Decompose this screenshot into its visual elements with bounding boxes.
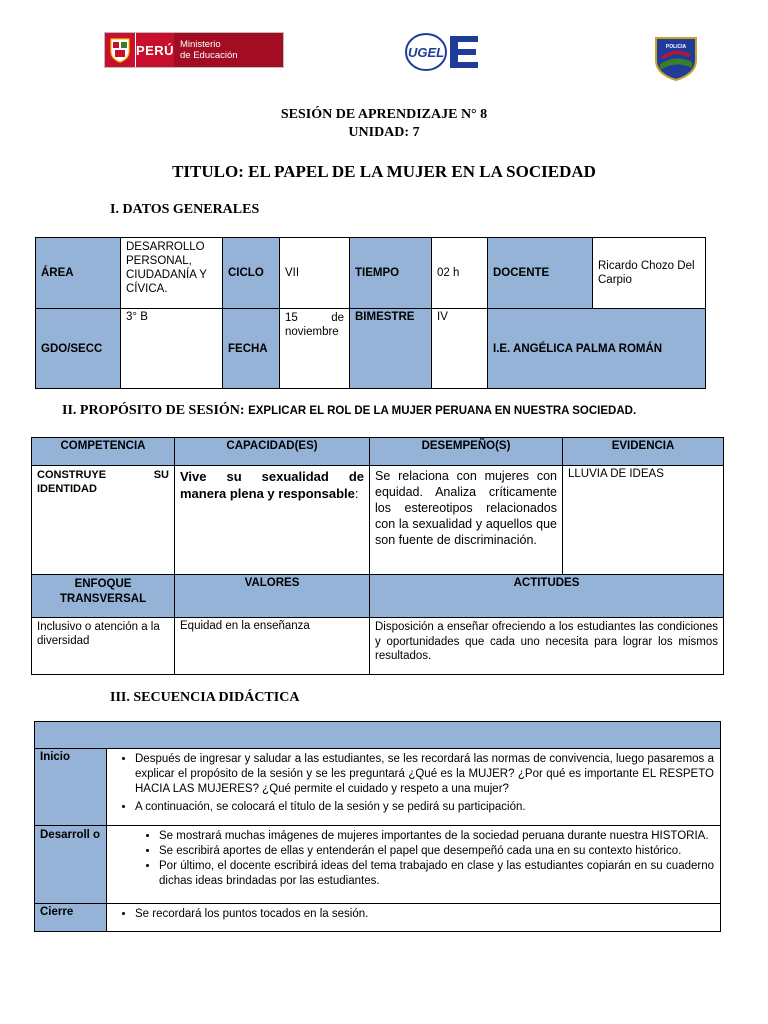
- cierre-list: [115, 907, 714, 922]
- list-item: • Se recordará los puntos tocados en la sesión.: [135, 907, 714, 922]
- list-item: • Por último, el docente escribirá ideas del tema trabajado en clase y las estudiantes copiarán en su cuaderno dichas ideas brindadas por las estudiantes.: [159, 859, 714, 889]
- section-datos-generales-heading: I. DATOS GENERALES: [110, 202, 260, 217]
- header-competencia: COMPETENCIA: [32, 438, 175, 466]
- peru-shield-icon: [105, 33, 135, 67]
- area-label: ÁREA: [36, 238, 121, 309]
- header-actitudes: ACTITUDES: [370, 575, 724, 618]
- cierre-label: Cierre: [35, 904, 107, 932]
- header-valores: VALORES: [175, 575, 370, 618]
- docente-label: DOCENTE: [488, 238, 593, 309]
- section-proposito-heading: [62, 401, 636, 419]
- bimestre-label: BIMESTRE: [350, 309, 432, 389]
- gdo-value: 3° B: [121, 309, 223, 389]
- unit-title: UNIDAD: 7: [348, 125, 420, 140]
- header-desempeno: DESEMPEÑO(S): [370, 438, 563, 466]
- school-crest-icon: [652, 34, 700, 82]
- main-title: TITULO: EL PAPEL DE LA MUJER EN LA SOCIEDAD: [172, 162, 596, 181]
- desarrollo-content: [107, 826, 721, 904]
- inicio-label: Inicio: [35, 749, 107, 826]
- desarrollo-label: Desarroll o: [35, 826, 107, 904]
- section-secuencia-heading: III. SECUENCIA DIDÁCTICA: [110, 690, 300, 705]
- cierre-content: [107, 904, 721, 932]
- evidencia-value: LLUVIA DE IDEAS: [563, 466, 724, 575]
- docente-value: Ricardo Chozo Del Carpio: [593, 238, 706, 309]
- ministry-name: Ministerio de Educación: [174, 33, 283, 67]
- bimestre-value: IV: [432, 309, 488, 389]
- area-value: DESARROLLO PERSONAL, CIUDADANÍA Y CÍVICA.: [121, 238, 223, 309]
- desarrollo-list: [139, 829, 714, 889]
- list-item: • Se mostrará muchas imágenes de mujeres importantes de la sociedad peruana durante nuestra HISTORIA.: [159, 829, 714, 844]
- crest-text: POLICIA: [665, 44, 687, 50]
- competencia-value: CONSTRUYE SU IDENTIDAD: [32, 466, 175, 575]
- fecha-value: 15 de noviembre: [280, 309, 350, 389]
- ugel-logo: [404, 32, 480, 72]
- list-item: • A continuación, se colocará el título de la sesión y se pedirá su participación.: [135, 800, 714, 815]
- capacidad-cell: [175, 466, 370, 575]
- valores-value: Equidad en la enseñanza: [175, 618, 370, 675]
- tiempo-label: TIEMPO: [350, 238, 432, 309]
- inicio-content: [107, 749, 721, 826]
- tiempo-value: 02 h: [432, 238, 488, 309]
- capacidad-suffix: :: [354, 486, 359, 501]
- proposito-text: EXPLICAR EL ROL DE LA MUJER PERUANA EN NUESTRA SOCIEDAD.: [248, 405, 637, 417]
- general-data-table: [35, 237, 706, 389]
- inicio-list: [115, 752, 714, 815]
- fecha-label: FECHA: [223, 309, 280, 389]
- sequence-header-bar: [35, 722, 721, 749]
- capacidad-value: Vive su sexualidad de manera plena y responsable: [180, 469, 364, 501]
- school-name: I.E. ANGÉLICA PALMA ROMÁN: [488, 309, 706, 389]
- proposito-label: II. PROPÓSITO DE SESIÓN:: [62, 403, 249, 418]
- ugel-label: UGEL: [407, 45, 445, 60]
- peru-label: PERÚ: [135, 33, 174, 67]
- session-title: SESIÓN DE APRENDIZAJE N° 8: [280, 107, 488, 122]
- peru-ministry-logo: [104, 32, 284, 68]
- sequence-table: [34, 721, 721, 932]
- enfoque-value: Inclusivo o atención a la diversidad: [32, 618, 175, 675]
- desempeno-value: Se relaciona con mujeres con equidad. Analiza críticamente los estereotipos relacionados con la sexualidad y aquellos que son fuente de discriminación.: [370, 466, 563, 575]
- ciclo-value: VII: [280, 238, 350, 309]
- list-item: • Se escribirá aportes de ellas y entenderán el papel que desempeñó cada una en su contexto histórico.: [159, 844, 714, 859]
- list-item: • Después de ingresar y saludar a las estudiantes, se les recordará las normas de convivencia, luego pasaremos a explicar el propósito de la sesión y se les preguntará ¿Qué es la MUJER? ¿Por qué es importante EL RESPETO HACIA LAS MUJERES? ¿Qué permite el cuidado y respeto a una mujer?: [135, 752, 714, 797]
- actitudes-value: Disposición a enseñar ofreciendo a los estudiantes las condiciones y oportunidades que cada uno necesita para lograr los mismos resultados.: [370, 618, 724, 675]
- ciclo-label: CICLO: [223, 238, 280, 309]
- header-enfoque: ENFOQUE TRANSVERSAL: [32, 575, 175, 618]
- purpose-table: [31, 437, 724, 675]
- gdo-label: GDO/SECC: [36, 309, 121, 389]
- header-capacidad: CAPACIDAD(ES): [175, 438, 370, 466]
- header-evidencia: EVIDENCIA: [563, 438, 724, 466]
